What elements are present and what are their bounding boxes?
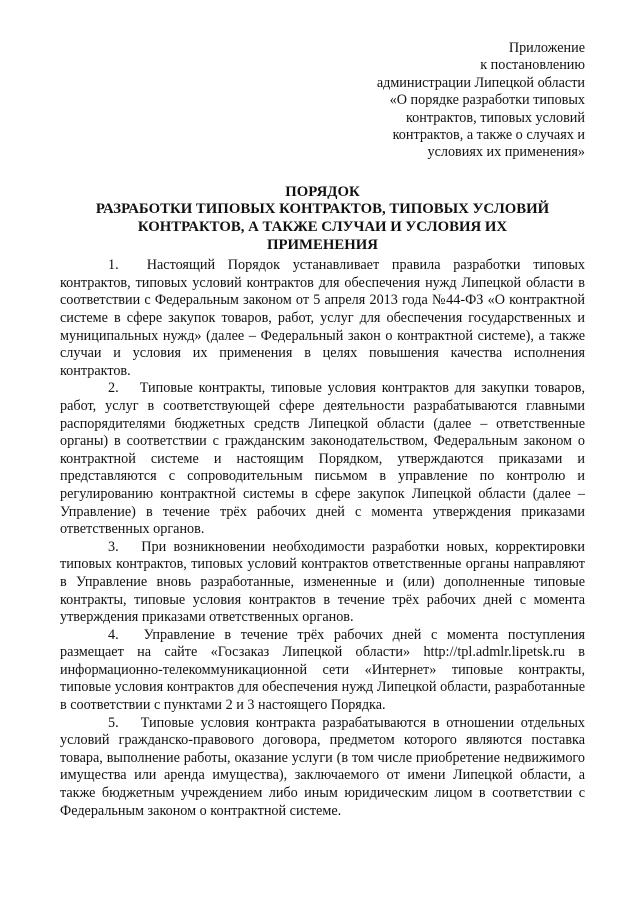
paragraph-3: [60, 539, 585, 627]
paragraph-text: Настоящий Порядок устанавливает правила разработки типовых контрактов, типовых условий контрактов для обеспечения нужд Липецкой области в соответствии с Федеральным законом от 5 апреля 2013 года №44-ФЗ «О контрактной системе в сфере закупок товаров, работ, услуг для обеспечения государственных и муниципальных нужд» (далее – Федеральный закон о контрактной системе), а также случаи и условия их применения в целях повышения качества исполнения контрактов.: [60, 257, 586, 379]
appendix-header: [60, 40, 585, 162]
document-title: [60, 184, 585, 254]
paragraph-5: [60, 715, 585, 821]
document-page: [60, 40, 585, 820]
appendix-line: «О порядке разработки типовых: [389, 92, 585, 109]
title-line: ПОРЯДОК: [285, 183, 360, 200]
paragraph-number: 5.: [108, 714, 119, 731]
appendix-line: администрации Липецкой области: [376, 74, 585, 91]
title-line: РАЗРАБОТКИ ТИПОВЫХ КОНТРАКТОВ, ТИПОВЫХ УСЛОВИЙ: [95, 201, 550, 218]
paragraph-2: [60, 380, 585, 538]
appendix-line: контрактов, а также о случаях и: [392, 127, 585, 144]
appendix-line: к постановлению: [480, 57, 585, 74]
paragraph-text: Типовые условия контракта разрабатываются в отношении отдельных условий гражданско-правового договора, предметом которого являются поставка товара, выполнение работы, оказание услуги (в том числе приобретение недвижимого имущества или аренда имущества), заключаемого от имени Липецкой области, а также бюджетным учреждением либо иным юридическим лицом в соответствии с Федеральным законом о контрактной системе.: [60, 714, 585, 819]
appendix-line: условиях их применения»: [427, 144, 585, 161]
paragraph-4: [60, 627, 585, 715]
paragraph-number: 4.: [108, 626, 119, 643]
appendix-line: Приложение: [508, 40, 585, 56]
paragraph-text: При возникновении необходимости разработки новых, корректировки типовых контрактов, типовых условий контрактов ответственные органы направляют в Управление вновь разработанные, измененные и (или) дополненные типовые контракты, типовые условия контрактов в течение трёх рабочих дней с момента утверждения приказами ответственных органов.: [60, 538, 586, 626]
title-line: КОНТРАКТОВ, А ТАКЖЕ СЛУЧАИ И УСЛОВИЯ ИХ: [137, 219, 508, 236]
appendix-line: контрактов, типовых условий: [405, 109, 585, 126]
paragraph-number: 3.: [108, 538, 119, 555]
paragraph-1: [60, 257, 585, 380]
paragraph-number: 1.: [108, 257, 119, 274]
paragraph-text: Управление в течение трёх рабочих дней с момента поступления размещает на сайте «Госзаказ Липецкой области» http://tpl.admlr.lipetsk.ru в информационно-телекоммуникационной сети «Интернет» типовые контракты, типовые условия контрактов для обеспечения нужд Липецкой области, разработанные в соответствии с пунктами 2 и 3 настоящего Порядка.: [60, 626, 585, 714]
paragraph-text: Типовые контракты, типовые условия контрактов для закупки товаров, работ, услуг в соответствующей сфере деятельности разрабатываются главными распорядителями бюджетных средств Липецкой области (далее – ответственные органы) в соответствии с гражданским законодательством, Федеральным законом о контрактной системе и настоящим Порядком, утверждаются приказами и представляются с сопроводительным письмом в управление по контролю и регулированию контрактной системы в сфере закупок Липецкой области (далее – Управление) в течение трёх рабочих дней с момента утверждения приказами ответственных органов.: [60, 380, 586, 538]
title-line: ПРИМЕНЕНИЯ: [267, 236, 378, 253]
paragraph-number: 2.: [108, 380, 119, 397]
